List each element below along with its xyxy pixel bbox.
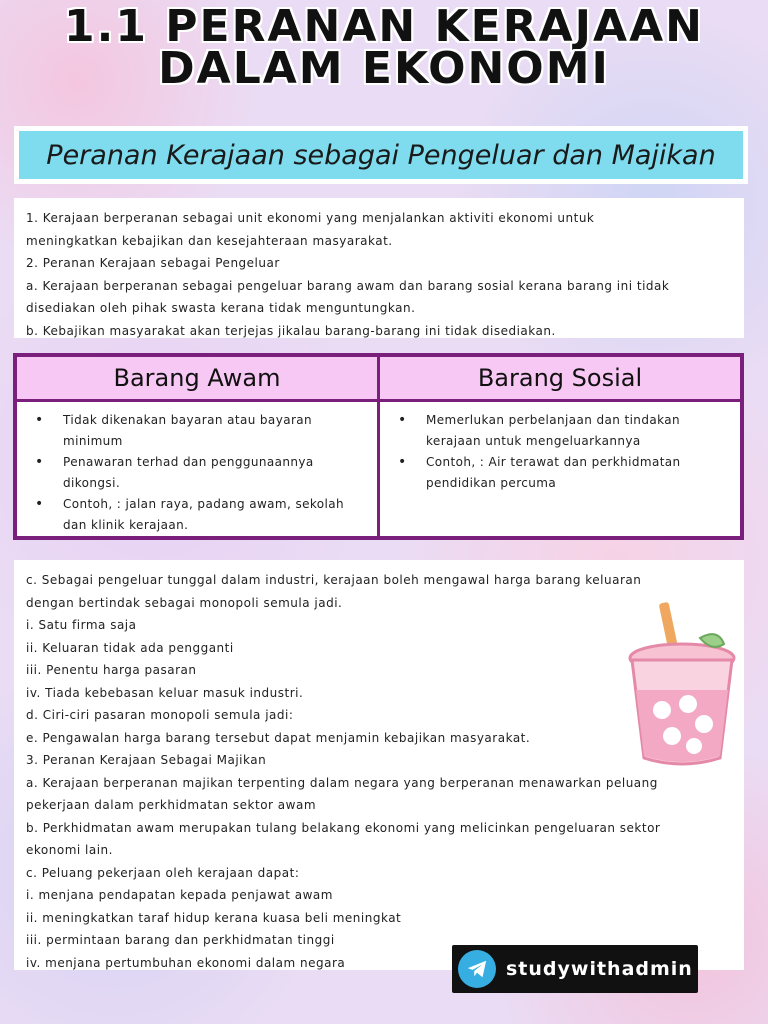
body-line: iii. Penentu harga pasaran [26, 663, 197, 677]
header-barang-awam: Barang Awam [17, 357, 377, 399]
body-line: i. menjana pendapatan kepada penjawat awam [26, 888, 333, 902]
header-barang-sosial: Barang Sosial [377, 357, 740, 399]
subtitle-banner [14, 126, 748, 184]
bubble-tea-cup-icon [622, 598, 738, 768]
intro-line: 1. Kerajaan berperanan sebagai unit ekonomi yang menjalankan aktiviti ekonomi untuk [26, 211, 595, 225]
list-item: • Penawaran terhad dan penggunaannya dikongsi. [31, 452, 367, 494]
body-line: iv. menjana pertumbuhan ekonomi dalam negara [26, 955, 346, 970]
body-line: c. Sebagai pengeluar tunggal dalam industri, kerajaan boleh mengawal harga barang keluaran [26, 573, 642, 587]
intro-line: b. Kebajikan masyarakat akan terjejas jikalau barang-barang ini tidak disediakan. [26, 323, 556, 338]
table-body-row [17, 402, 740, 536]
body-line: 3. Peranan Kerajaan Sebagai Majikan [26, 753, 267, 767]
intro-line: a. Kerajaan berperanan sebagai pengeluar barang awam dan barang sosial kerana barang ini tidak [26, 278, 670, 293]
body-line: i. Satu firma saja [26, 618, 137, 632]
intro-line: meningkatkan kebajikan dan kesejahteraan masyarakat. [26, 233, 393, 248]
list-item: • Memerlukan perbelanjaan dan tindakan kerajaan untuk mengeluarkannya [394, 410, 730, 452]
body-line: iii. permintaan barang dan perkhidmatan tinggi [26, 933, 335, 947]
body-line: b. Perkhidmatan awam merupakan tulang belakang ekonomi yang melicinkan pengeluaran sektor [26, 820, 661, 835]
list-item: • Contoh, : jalan raya, padang awam, sekolah dan klinik kerajaan. [31, 494, 367, 536]
body-line: a. Kerajaan berperanan majikan terpenting dalam negara yang berperanan menawarkan peluang [26, 775, 658, 790]
telegram-icon [458, 950, 496, 988]
body-line: ii. meningkatkan taraf hidup kerana kuasa beli meningkat [26, 910, 402, 925]
list-item: • Contoh, : Air terawat dan perkhidmatan pendidikan percuma [394, 452, 730, 494]
page-title: 1.1 PERANAN KERAJAAN DALAM EKONOMI [64, 1, 704, 94]
telegram-badge[interactable] [452, 945, 698, 993]
comparison-table [13, 353, 744, 540]
list-item: • Tidak dikenakan bayaran atau bayaran minimum [31, 410, 367, 452]
barang-awam-cell [17, 402, 377, 536]
body-line: c. Peluang pekerjaan oleh kerajaan dapat: [26, 865, 300, 880]
body-line: iv. Tiada kebebasan keluar masuk industri. [26, 685, 304, 700]
body-line: ekonomi lain. [26, 843, 113, 857]
table-header-row [17, 357, 740, 402]
intro-line: 2. Peranan Kerajaan sebagai Pengeluar [26, 256, 280, 270]
body-line: e. Pengawalan harga barang tersebut dapat menjamin kebajikan masyarakat. [26, 730, 531, 745]
intro-panel [14, 198, 744, 338]
body-line: ii. Keluaran tidak ada pengganti [26, 640, 234, 655]
intro-line: disediakan oleh pihak swasta kerana tidak menguntungkan. [26, 301, 416, 315]
body-line: dengan bertindak sebagai monopoli semula jadi. [26, 595, 343, 610]
body-line: pekerjaan dalam perkhidmatan sektor awam [26, 798, 317, 812]
body-line: d. Ciri-ciri pasaran monopoli semula jadi: [26, 708, 294, 722]
barang-sosial-cell [377, 402, 740, 536]
badge-label: studywithadmin [506, 958, 693, 980]
subtitle-text: Peranan Kerajaan sebagai Pengeluar dan Majikan [19, 131, 743, 179]
